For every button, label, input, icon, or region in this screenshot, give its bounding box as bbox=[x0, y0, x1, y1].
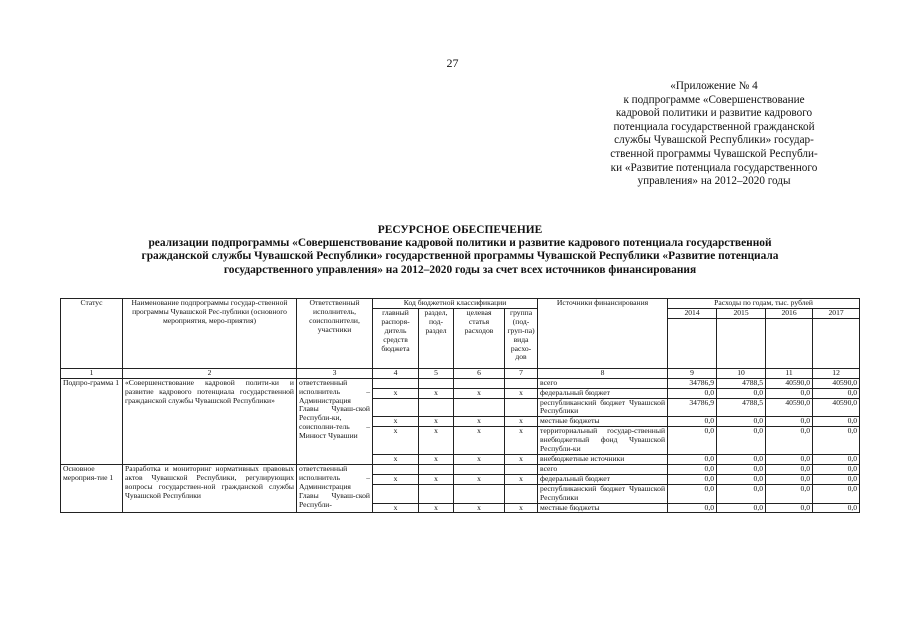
code-cell bbox=[505, 378, 538, 388]
value-cell: 0,0 bbox=[668, 417, 717, 427]
value-cell: 4788,5 bbox=[717, 378, 766, 388]
code-cell: x bbox=[419, 417, 454, 427]
source-cell: федеральный бюджет bbox=[538, 388, 668, 398]
appendix-note bbox=[588, 80, 840, 189]
value-cell: 34786,9 bbox=[668, 398, 717, 417]
source-cell: территориальный государ-ственный внебюджетный фонд Чувашской Республи-ки bbox=[538, 427, 668, 455]
header-year: 2017 bbox=[813, 308, 860, 318]
appendix-line: потенциала государственной гражданской bbox=[613, 120, 815, 133]
code-cell bbox=[454, 484, 505, 503]
value-cell: 4788,5 bbox=[717, 398, 766, 417]
value-cell: 0,0 bbox=[766, 427, 813, 455]
source-cell: местные бюджеты bbox=[538, 417, 668, 427]
row-name: «Совершенствование кадровой полити-ки и развитие кадрового потенциала государственной гражданской службы Чувашской Республики» bbox=[123, 378, 297, 464]
value-cell: 0,0 bbox=[766, 417, 813, 427]
column-number: 7 bbox=[505, 368, 538, 378]
code-cell: x bbox=[373, 417, 419, 427]
appendix-line: к подпрограмме «Совершенствование bbox=[623, 93, 805, 106]
row-executor: ответственный исполнитель – Администрация Главы Чуваш-ской Республи- bbox=[297, 464, 373, 513]
value-cell: 0,0 bbox=[668, 503, 717, 513]
code-cell: x bbox=[373, 474, 419, 484]
column-number: 12 bbox=[813, 368, 860, 378]
column-number: 2 bbox=[123, 368, 297, 378]
code-cell: x bbox=[373, 427, 419, 455]
value-cell: 0,0 bbox=[813, 474, 860, 484]
header-row bbox=[61, 299, 860, 309]
code-cell: x bbox=[505, 474, 538, 484]
code-cell bbox=[505, 484, 538, 503]
source-cell: всего bbox=[538, 464, 668, 474]
value-cell: 0,0 bbox=[766, 484, 813, 503]
title-heading: РЕСУРСНОЕ ОБЕСПЕЧЕНИЕ bbox=[377, 224, 543, 236]
code-cell: x bbox=[454, 388, 505, 398]
header-expenses: Расходы по годам, тыс. рублей bbox=[668, 299, 860, 309]
value-cell: 40590,0 bbox=[766, 398, 813, 417]
value-cell: 0,0 bbox=[717, 503, 766, 513]
code-cell bbox=[454, 398, 505, 417]
row-executor: ответственный исполнитель – Администрация Главы Чуваш-ской Республи-ки, соисполни-тель – Минюст Чувашии bbox=[297, 378, 373, 464]
code-cell: x bbox=[419, 474, 454, 484]
header-year-spacer bbox=[813, 318, 860, 368]
appendix-line: кадровой политики и развитие кадрового bbox=[615, 107, 813, 120]
value-cell: 40590,0 bbox=[813, 378, 860, 388]
source-cell: местные бюджеты bbox=[538, 503, 668, 513]
header-executor: Ответственный исполнитель, соисполнители, участники bbox=[297, 299, 373, 369]
source-cell: федеральный бюджет bbox=[538, 474, 668, 484]
value-cell: 0,0 bbox=[766, 454, 813, 464]
header-sources: Источники финансирования bbox=[538, 299, 668, 369]
column-number: 5 bbox=[419, 368, 454, 378]
code-cell bbox=[505, 398, 538, 417]
code-cell bbox=[419, 398, 454, 417]
value-cell: 0,0 bbox=[668, 464, 717, 474]
code-cell bbox=[373, 378, 419, 388]
header-year: 2016 bbox=[766, 308, 813, 318]
title-line: реализации подпрограммы «Совершенствование кадровой политики и развитие кадрового потенциала государственной bbox=[148, 237, 772, 250]
code-cell bbox=[419, 464, 454, 474]
code-cell bbox=[454, 378, 505, 388]
code-cell: x bbox=[454, 503, 505, 513]
code-cell bbox=[505, 464, 538, 474]
column-number: 8 bbox=[538, 368, 668, 378]
page-number: 27 bbox=[446, 56, 459, 70]
appendix-line: ственной программы Чувашской Республи- bbox=[610, 147, 818, 160]
value-cell: 0,0 bbox=[813, 454, 860, 464]
header-year-spacer bbox=[668, 318, 717, 368]
source-cell: республиканский бюджет Чувашской Республики bbox=[538, 484, 668, 503]
code-cell bbox=[373, 484, 419, 503]
value-cell: 0,0 bbox=[668, 474, 717, 484]
row-name: Разработка и мониторинг нормативных правовых актов Чувашской Республики, регулирующих вопросы государствен-ной гражданской службы Чувашской Республики bbox=[123, 464, 297, 513]
code-cell bbox=[419, 378, 454, 388]
source-cell: всего bbox=[538, 378, 668, 388]
value-cell: 0,0 bbox=[813, 484, 860, 503]
header-csr: целевая статья расходов bbox=[454, 308, 505, 368]
code-cell: x bbox=[419, 388, 454, 398]
value-cell: 0,0 bbox=[668, 484, 717, 503]
value-cell: 0,0 bbox=[813, 503, 860, 513]
column-number-row bbox=[61, 368, 860, 378]
value-cell: 0,0 bbox=[668, 427, 717, 455]
row-status: Подпро-грамма 1 bbox=[61, 378, 123, 464]
header-year: 2014 bbox=[668, 308, 717, 318]
value-cell: 0,0 bbox=[813, 464, 860, 474]
table-row bbox=[61, 464, 860, 474]
value-cell: 0,0 bbox=[766, 464, 813, 474]
title-line: гражданской службы Чувашской Республики» государственной программы Чувашской Республики «Развитие потенциала bbox=[141, 250, 779, 263]
value-cell: 0,0 bbox=[813, 427, 860, 455]
appendix-line: ки «Развитие потенциала государственного bbox=[610, 161, 818, 174]
value-cell: 0,0 bbox=[717, 388, 766, 398]
value-cell: 0,0 bbox=[668, 388, 717, 398]
resource-table bbox=[60, 298, 860, 513]
source-cell: республиканский бюджет Чувашской Республики bbox=[538, 398, 668, 417]
value-cell: 0,0 bbox=[766, 474, 813, 484]
code-cell: x bbox=[419, 503, 454, 513]
appendix-line: «Приложение № 4 bbox=[670, 80, 758, 92]
code-cell: x bbox=[454, 474, 505, 484]
code-cell: x bbox=[373, 388, 419, 398]
code-cell: x bbox=[505, 388, 538, 398]
header-year-spacer bbox=[766, 318, 813, 368]
code-cell: x bbox=[505, 454, 538, 464]
appendix-line: управления» на 2012–2020 годы bbox=[637, 175, 791, 188]
header-year: 2015 bbox=[717, 308, 766, 318]
row-status: Основное мероприя-тие 1 bbox=[61, 464, 123, 513]
appendix-line: службы Чувашской Республики» государ- bbox=[614, 134, 814, 147]
value-cell: 0,0 bbox=[766, 388, 813, 398]
value-cell: 0,0 bbox=[813, 417, 860, 427]
table-row bbox=[61, 378, 860, 388]
header-name: Наименование подпрограммы государ-ственной программы Чувашской Рес-публики (основного мероприятия, меро-приятия) bbox=[123, 299, 297, 369]
code-cell bbox=[373, 398, 419, 417]
source-cell: внебюджетные источники bbox=[538, 454, 668, 464]
code-cell: x bbox=[454, 454, 505, 464]
value-cell: 0,0 bbox=[717, 427, 766, 455]
value-cell: 0,0 bbox=[766, 503, 813, 513]
value-cell: 0,0 bbox=[717, 474, 766, 484]
code-cell: x bbox=[505, 503, 538, 513]
header-rzpr: раздел, под-раздел bbox=[419, 308, 454, 368]
column-number: 6 bbox=[454, 368, 505, 378]
value-cell: 0,0 bbox=[717, 454, 766, 464]
code-cell bbox=[373, 464, 419, 474]
code-cell: x bbox=[454, 417, 505, 427]
header-gr: главный распоря-дитель средств бюджета bbox=[373, 308, 419, 368]
code-cell: x bbox=[373, 503, 419, 513]
value-cell: 0,0 bbox=[717, 484, 766, 503]
column-number: 10 bbox=[717, 368, 766, 378]
header-year-spacer bbox=[717, 318, 766, 368]
code-cell: x bbox=[505, 427, 538, 455]
header-status: Статус bbox=[61, 299, 123, 369]
code-cell: x bbox=[419, 454, 454, 464]
code-cell bbox=[419, 484, 454, 503]
document-title bbox=[80, 224, 840, 277]
code-cell bbox=[454, 464, 505, 474]
header-budget-code: Код бюджетной классификации bbox=[373, 299, 538, 309]
column-number: 3 bbox=[297, 368, 373, 378]
column-number: 4 bbox=[373, 368, 419, 378]
code-cell: x bbox=[373, 454, 419, 464]
value-cell: 0,0 bbox=[668, 454, 717, 464]
value-cell: 0,0 bbox=[813, 388, 860, 398]
value-cell: 0,0 bbox=[717, 464, 766, 474]
code-cell: x bbox=[505, 417, 538, 427]
value-cell: 40590,0 bbox=[813, 398, 860, 417]
header-vr: группа (под-груп-па) вида расхо-дов bbox=[505, 308, 538, 368]
code-cell: x bbox=[419, 427, 454, 455]
column-number: 9 bbox=[668, 368, 717, 378]
title-line: государственного управления» на 2012–2020 годы за счет всех источников финансирования bbox=[223, 263, 697, 276]
value-cell: 34786,9 bbox=[668, 378, 717, 388]
value-cell: 40590,0 bbox=[766, 378, 813, 388]
value-cell: 0,0 bbox=[717, 417, 766, 427]
column-number: 1 bbox=[61, 368, 123, 378]
code-cell: x bbox=[454, 427, 505, 455]
column-number: 11 bbox=[766, 368, 813, 378]
